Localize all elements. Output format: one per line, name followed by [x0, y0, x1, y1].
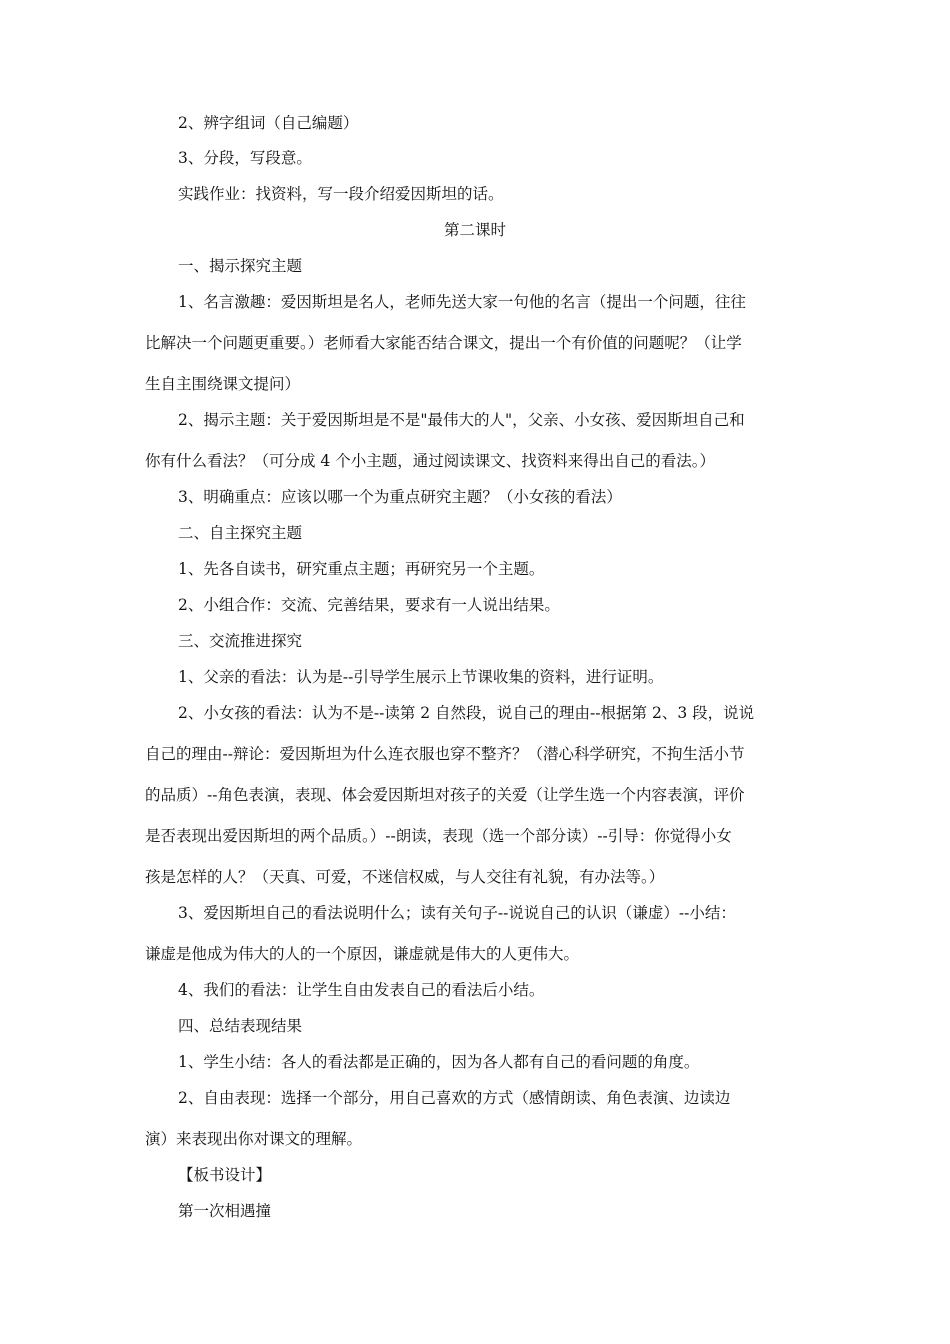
text-line: 2、小组合作：交流、完善结果，要求有一人说出结果。 — [178, 596, 560, 614]
text-line: 3、爱因斯坦自己的看法说明什么；读有关句子--说说自己的认识（谦虚）--小结： — [178, 904, 736, 922]
text-line: 第一次相遇撞 — [178, 1202, 272, 1220]
text-line: 实践作业：找资料，写一段介绍爱因斯坦的话。 — [178, 185, 504, 203]
text-line: 2、自由表现：选择一个部分，用自己喜欢的方式（感情朗读、角色表演、边读边 — [178, 1089, 731, 1107]
text-line: 1、父亲的看法：认为是--引导学生展示上节课收集的资料，进行证明。 — [178, 668, 664, 686]
text-line: 2、小女孩的看法：认为不是--读第 2 自然段，说自己的理由--根据第 2、3 段，说说 — [178, 704, 755, 722]
text-line: 1、先各自读书，研究重点主题；再研究另一个主题。 — [178, 560, 545, 578]
text-line: 1、学生小结：各人的看法都是正确的，因为各人都有自己的看问题的角度。 — [178, 1053, 700, 1071]
text-line: 3、分段，写段意。 — [178, 149, 312, 167]
text-line: 是否表现出爱因斯坦的两个品质。）--朗读，表现（选一个部分读）--引导：你觉得小女 — [145, 827, 732, 845]
text-line: 自己的理由--辩论：爱因斯坦为什么连衣服也穿不整齐？（潜心科学研究，不拘生活小节 — [145, 745, 745, 763]
text-line: 生自主围绕课文提问） — [145, 375, 301, 393]
text-line: 3、明确重点：应该以哪一个为重点研究主题？（小女孩的看法） — [178, 488, 622, 506]
text-line: 四、总结表现结果 — [178, 1017, 303, 1035]
text-line: 你有什么看法？（可分成 4 个小主题，通过阅读课文、找资料来得出自己的看法。） — [145, 452, 715, 470]
text-line: 二、自主探究主题 — [178, 524, 303, 542]
text-line: 的品质）--角色表演，表现、体会爱因斯坦对孩子的关爱（让学生选一个内容表演，评价 — [145, 786, 745, 804]
text-line: 谦虚是他成为伟大的人的一个原因，谦虚就是伟大的人更伟大。 — [145, 945, 580, 963]
text-line: 4、我们的看法：让学生自由发表自己的看法后小结。 — [178, 981, 545, 999]
text-line: 2、揭示主题：关于爱因斯坦是不是"最伟大的人"，父亲、小女孩、爱因斯坦自己和 — [178, 411, 745, 429]
board-design-heading: 【板书设计】 — [178, 1166, 272, 1184]
text-line: 三、交流推进探究 — [178, 632, 303, 650]
text-line: 2、辨字组词（自己编题） — [178, 114, 359, 132]
section-heading: 第二课时 — [443, 221, 506, 239]
text-line: 比解决一个问题更重要。）老师看大家能否结合课文，提出一个有价值的问题呢？（让学 — [145, 334, 742, 352]
text-line: 演）来表现出你对课文的理解。 — [145, 1130, 363, 1148]
text-line: 1、名言激趣：爱因斯坦是名人，老师先送大家一句他的名言（提出一个问题，往往 — [178, 293, 746, 311]
text-line: 一、揭示探究主题 — [178, 257, 303, 275]
text-line: 孩是怎样的人？（天真、可爱，不迷信权威，与人交往有礼貌，有办法等。） — [145, 868, 665, 886]
